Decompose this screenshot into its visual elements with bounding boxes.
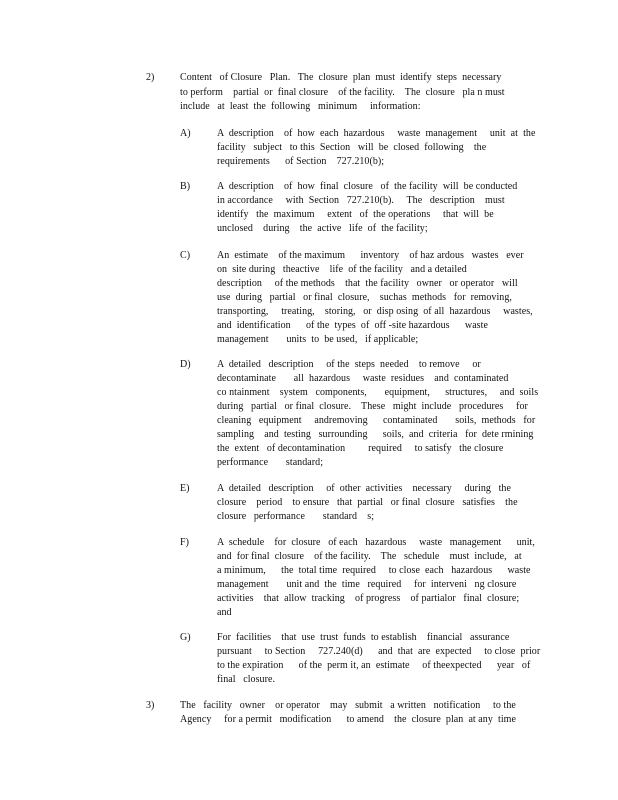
item-text-line: identify the maximum extent of the operations that will be [217,209,494,220]
item-text-line: activities that allow tracking of progress of partialor final closure; [217,593,520,604]
item-text-line: unclosed during the active life of the facility; [217,223,428,234]
section-text-line: Agency for a permit modification to amend the closure plan at any time [180,714,516,725]
item-text-line: management units to be used, if applicable; [217,334,419,345]
item-text-line: requirements of Section 727.210(b); [217,156,385,167]
section-number: 2) [146,72,155,83]
item-label: F) [180,537,189,548]
section-text-line: Content of Closure Plan. The closure plan must identify steps necessary [180,72,502,83]
item-text-line: cleaning equipment andremoving contaminated soils, methods for [217,415,536,426]
section-text-line: to perform partial or final closure of the facility. The closure pla n must [180,87,505,98]
item-text-line: pursuant to Section 727.240(d) and that are expected to close prior [217,646,541,657]
item-text-line: decontaminate all hazardous waste residues and contaminated [217,373,509,384]
item-text-line: in accordance with Section 727.210(b). The description must [217,195,505,206]
item-text-line: sampling and testing surrounding soils, and criteria for dete rmining [217,429,534,440]
item-text-line: management unit and the time required for interveni ng closure [217,579,517,590]
item-text-line: transporting, treating, storing, or disp osing of all hazardous wastes, [217,306,533,317]
item-text-line: facility subject to this Section will be closed following the [217,142,487,153]
item-text-line: A detailed description of other activities necessary during the [217,483,511,494]
item-text-line: a minimum, the total time required to close each hazardous waste [217,565,531,576]
item-text-line: final closure. [217,674,276,685]
item-text-line: the extent of decontamination required to satisfy the closure [217,443,504,454]
item-text-line: to the expiration of the perm it, an estimate of theexpected year of [217,660,531,671]
item-label: G) [180,632,191,643]
item-label: C) [180,250,191,261]
item-label: A) [180,128,191,139]
item-label: B) [180,181,191,192]
item-text-line: on site during theactive life of the facility and a detailed [217,264,467,275]
item-text-line: closure performance standard s; [217,511,375,522]
item-text-line: during partial or final closure. These might include procedures for [217,401,528,412]
item-text-line: and for final closure of the facility. The schedule must include, at [217,551,522,562]
item-text-line: description of the methods that the facility owner or operator will [217,278,518,289]
item-text-line: use during partial or final closure, suchas methods for removing, [217,292,512,303]
item-text-line: A description of how final closure of the facility will be conducted [217,181,518,192]
section-text-line: include at least the following minimum information: [180,101,421,112]
item-text-line: closure period to ensure that partial or final closure satisfies the [217,497,518,508]
item-label: D) [180,359,191,370]
section-text-line: The facility owner or operator may submit a written notification to the [180,700,516,711]
item-text-line: and identification of the types of off -site hazardous waste [217,320,488,331]
item-text-line: An estimate of the maximum inventory of haz ardous wastes ever [217,250,524,261]
item-text-line: and [217,607,232,618]
item-text-line: For facilities that use trust funds to establish financial assurance [217,632,510,643]
item-label: E) [180,483,190,494]
item-text-line: A description of how each hazardous waste management unit at the [217,128,536,139]
item-text-line: A detailed description of the steps needed to remove or [217,359,481,370]
section-number: 3) [146,700,155,711]
item-text-line: co ntainment system components, equipment, structures, and soils [217,387,539,398]
item-text-line: A schedule for closure of each hazardous waste management unit, [217,537,535,548]
item-text-line: performance standard; [217,457,324,468]
